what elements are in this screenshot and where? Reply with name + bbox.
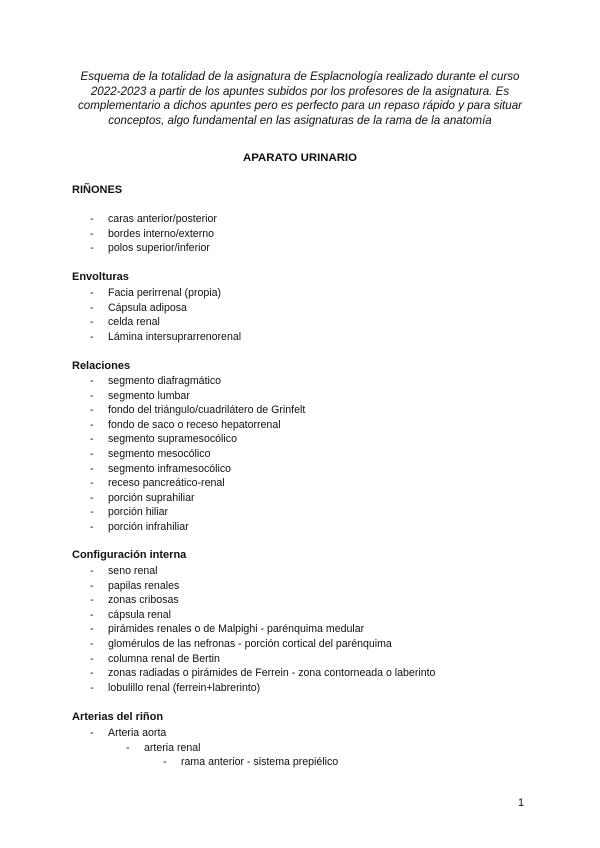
list-item: - segmento diafragmático — [90, 375, 222, 387]
list-item: - celda renal — [90, 316, 160, 329]
list-configuracion — [0, 564, 600, 695]
section-heading-rinones: RIÑONES — [72, 184, 123, 196]
list-item: - Cápsula adiposa — [90, 301, 187, 314]
list-item: - cápsula renal — [90, 608, 172, 621]
list-item: - glomérulos de las nefronas - porción cortical del parénquima — [90, 637, 392, 650]
list-item: - receso pancreático-renal — [90, 477, 225, 490]
list-item: - segmento lumbar — [90, 389, 190, 402]
list-item: - columna renal de Bertin — [90, 652, 220, 665]
section-heading-relaciones: Relaciones — [72, 360, 131, 372]
list-item: - porción infrahiliar — [90, 520, 189, 533]
list-item: - zonas radiadas o pirámides de Ferrein - zona contorneada o laberinto — [90, 667, 436, 680]
section-heading-envolturas: Envolturas — [72, 271, 129, 283]
list-item: - rama anterior - sistema prepiélico — [163, 756, 339, 769]
list-item: - segmento mesocólico — [90, 447, 211, 460]
list-item: - segmento inframesocólico — [90, 462, 232, 475]
list-item: - fondo del triángulo/cuadrilátero de Grinfelt — [90, 404, 306, 417]
section-heading-configuracion: Configuración interna — [72, 549, 187, 561]
list-item: - polos superior/inferior — [90, 242, 210, 255]
list-item: - Facia perirrenal (propia) — [90, 287, 222, 299]
list-item: - papilas renales — [90, 579, 180, 592]
list-item: - segmento supramesocólico — [90, 433, 237, 446]
page-title: APARATO URINARIO — [243, 152, 357, 164]
list-item: - porción hiliar — [90, 506, 169, 519]
page-number: 1 — [518, 797, 525, 809]
list-relaciones — [0, 374, 600, 535]
list-arterias — [0, 726, 600, 770]
list-item: - arteria renal — [126, 741, 201, 754]
list-item: - lobulillo renal (ferrein+labrerinto) — [90, 681, 261, 694]
list-item: - porción suprahiliar — [90, 491, 195, 504]
list-item: - zonas cribosas — [90, 594, 179, 607]
list-item: - fondo de saco o receso hepatorrenal — [90, 418, 281, 431]
list-item: - caras anterior/posterior — [90, 213, 217, 225]
intro-paragraph: Esquema de la totalidad de la asignatura de Esplacnología realizado durante el curso 2022-2023 a partir de los apuntes subidos por los profesores de la asignatura. Es complementario a dichos apuntes pero es perfecto para un repaso rápido y para situar conceptos, algo fundamental en las asignaturas de la rama de la anatomía — [77, 70, 523, 127]
list-item: - bordes interno/externo — [90, 227, 215, 240]
list-rinones — [0, 212, 600, 256]
list-item: - Lámina intersuprarrenorenal — [90, 330, 242, 343]
list-item: - Arteria aorta — [90, 727, 167, 739]
list-envolturas — [0, 286, 600, 344]
list-item: - pirámides renales o de Malpighi - parénquima medular — [90, 623, 365, 636]
list-item: - seno renal — [90, 565, 158, 577]
section-heading-arterias: Arterias del riñon — [72, 711, 164, 723]
